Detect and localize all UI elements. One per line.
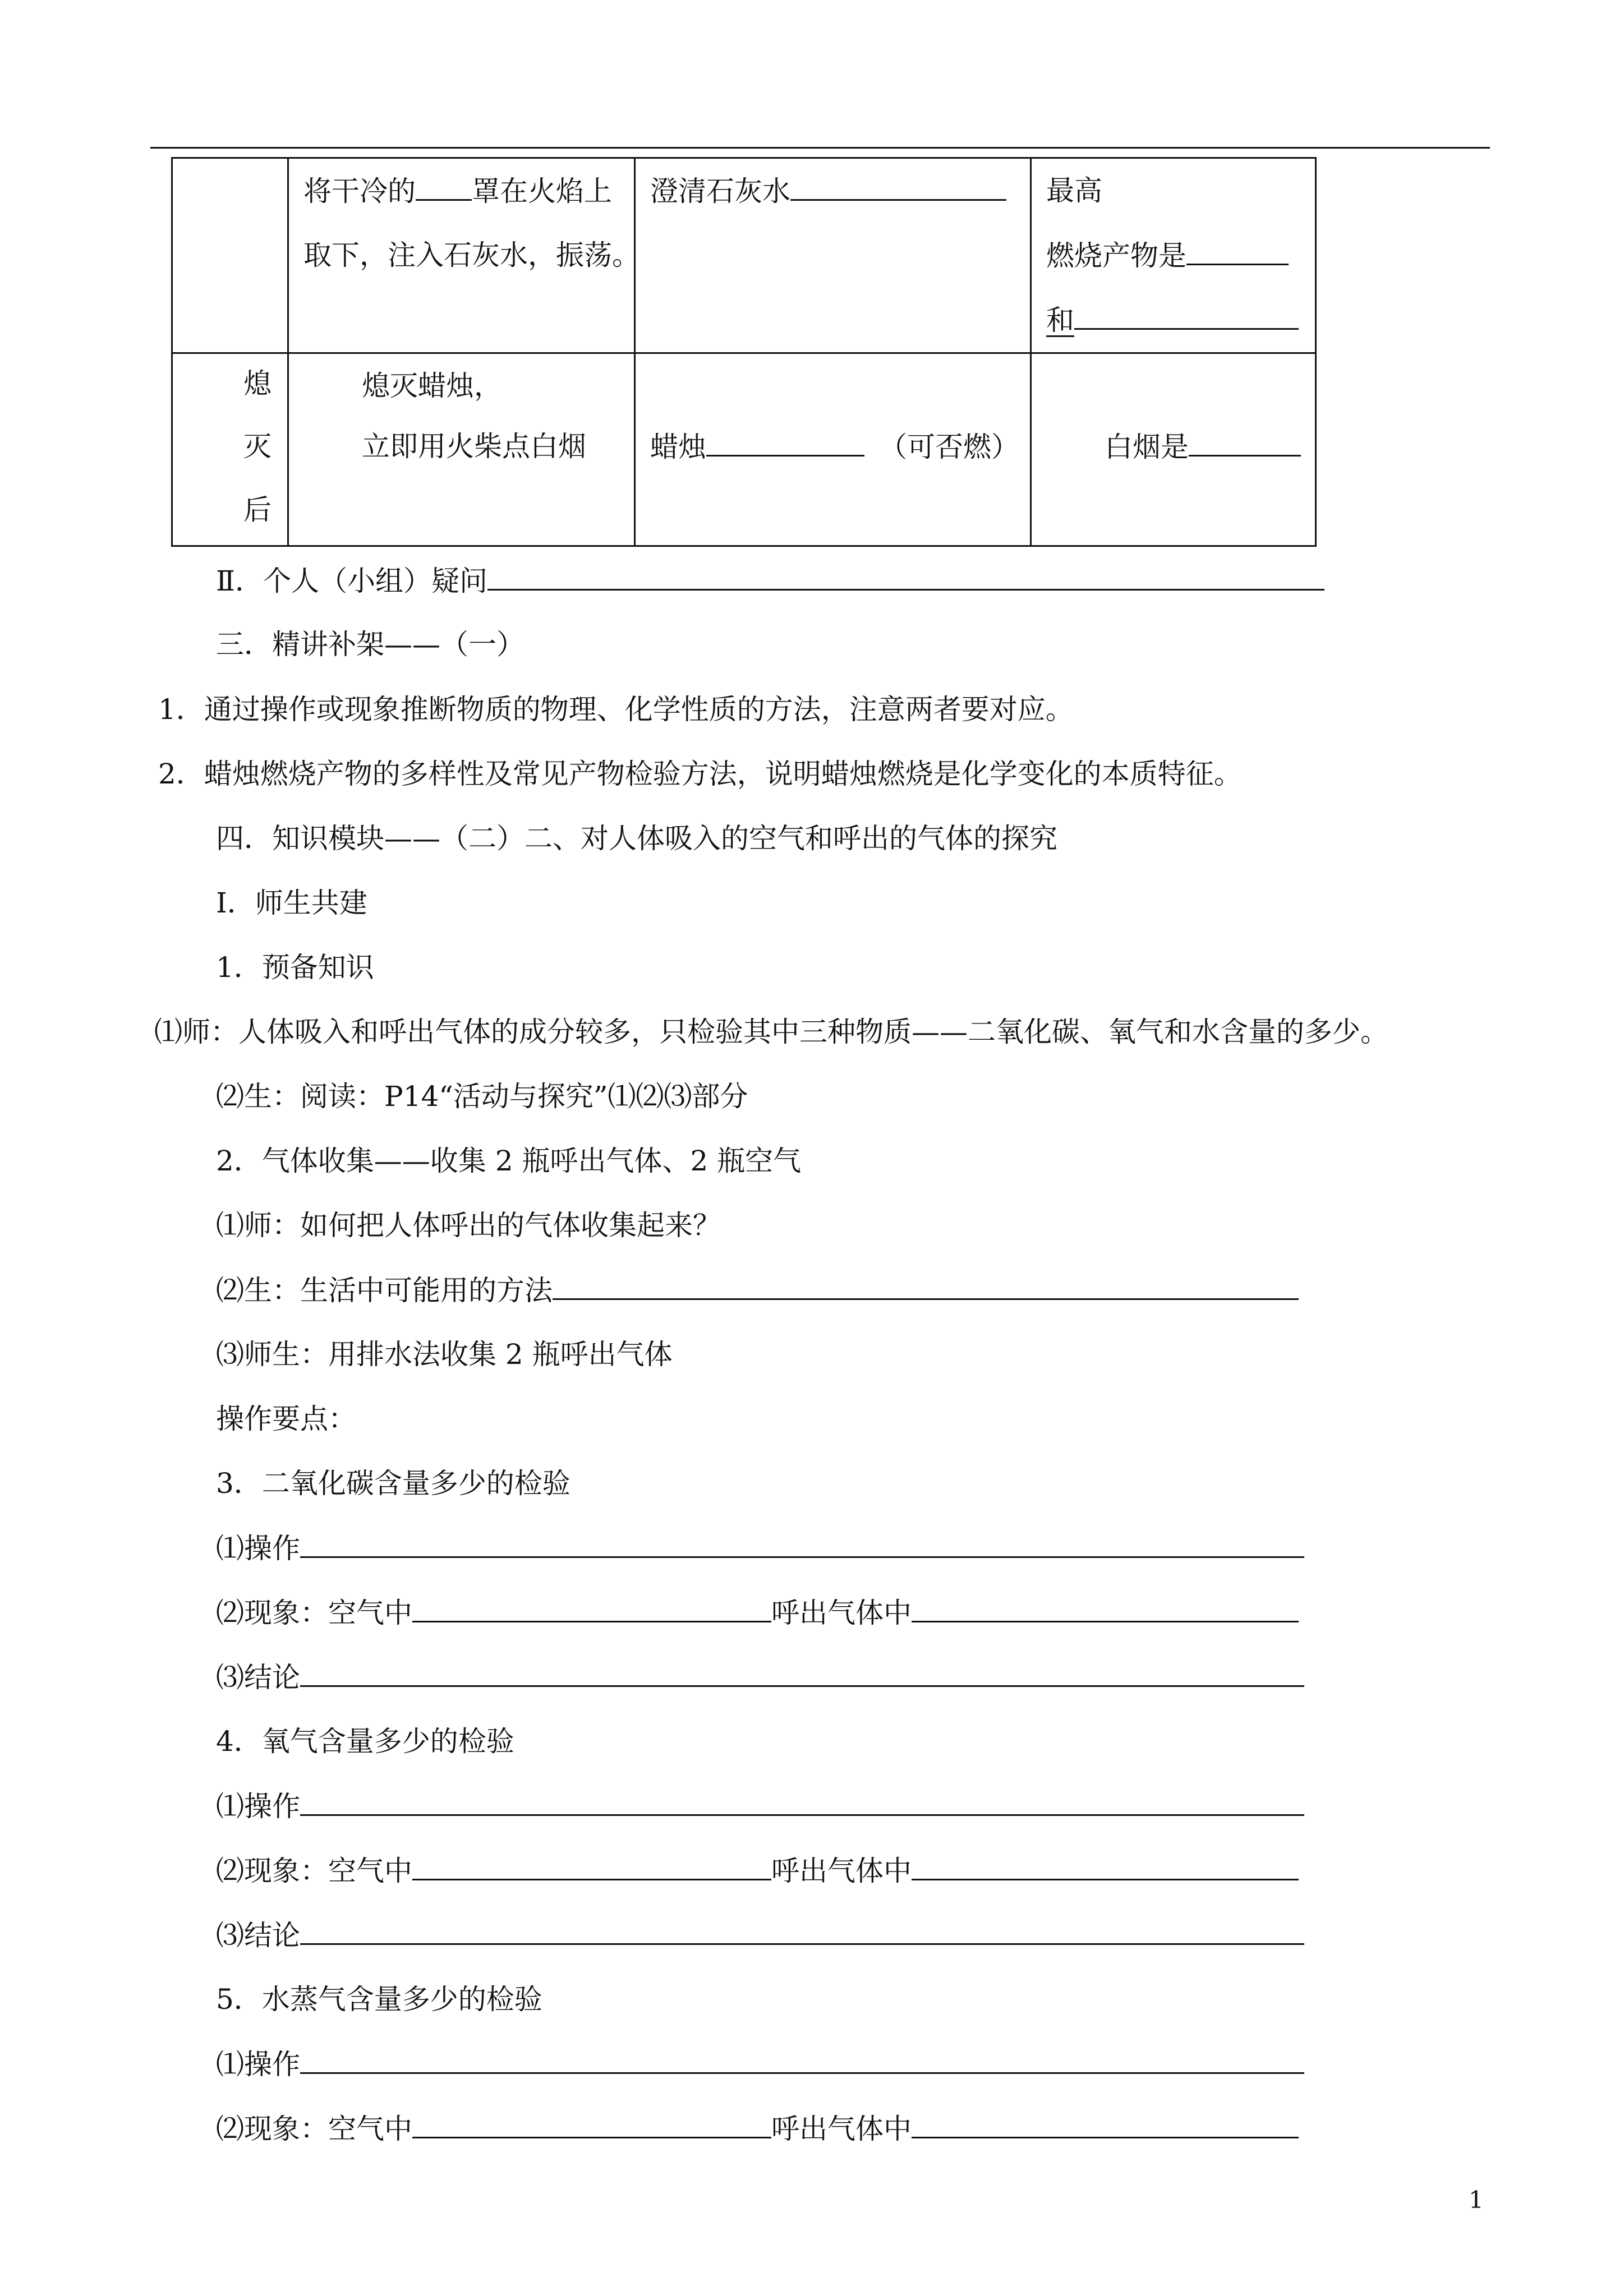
operation-label: ⑴操作 — [216, 1532, 300, 1565]
fill-blank — [300, 1663, 1304, 1687]
fill-blank — [487, 566, 1324, 591]
conclusion-text: 燃烧产物是 — [1046, 239, 1186, 272]
fill-blank — [412, 2114, 771, 2138]
conclusion-text: 最高 — [1046, 174, 1102, 207]
fill-blank — [1074, 306, 1299, 330]
fill-blank — [412, 1856, 771, 1880]
section-heading: 三．精讲补架——（一） — [216, 628, 525, 661]
operation-cell — [288, 353, 635, 546]
stage-char: 熄 — [243, 367, 272, 400]
fill-blank — [300, 1534, 1304, 1558]
subsection-heading: 4．氧气含量多少的检验 — [216, 1725, 514, 1758]
page-number: 1 — [1469, 2186, 1484, 2214]
subsection-heading: 3．二氧化碳含量多少的检验 — [216, 1467, 571, 1500]
stage-char: 灭 — [243, 430, 272, 463]
phenomenon-cell — [635, 353, 1031, 546]
operation-label: ⑴操作 — [216, 1790, 300, 1823]
subsection-heading: 5．水蒸气含量多少的检验 — [216, 1983, 542, 2016]
fill-blank — [300, 2050, 1304, 2074]
table-row — [172, 353, 1316, 546]
fill-blank — [706, 432, 864, 457]
stage-cell — [172, 158, 288, 353]
exhaled-label: 呼出气体中 — [771, 1597, 912, 1629]
table-row — [172, 158, 1316, 353]
section-heading: 四．知识模块——（二）二、对人体吸入的空气和呼出的气体的探究 — [216, 822, 1057, 855]
phenomenon-label: ⑵现象：空气中 — [216, 1597, 412, 1629]
fill-blank — [300, 1921, 1304, 1945]
exhaled-label: 呼出气体中 — [771, 1855, 912, 1887]
operation-text: 熄灭蜡烛， — [362, 370, 502, 402]
operation-text: 将干冷的 — [303, 175, 416, 208]
teacher-line: ⑴师：人体吸入和呼出气体的成分较多，只检验其中三种物质——二氧化碳、氧气和水含量的多少。 — [154, 1016, 1388, 1048]
phenomenon-cell — [635, 158, 1031, 353]
fill-blank — [553, 1276, 1299, 1300]
fill-blank — [412, 1598, 771, 1622]
fill-blank — [912, 2114, 1299, 2138]
fill-blank — [912, 1598, 1299, 1622]
teacher-line: ⑴师：如何把人体呼出的气体收集起来？ — [216, 1209, 721, 1242]
fill-blank — [300, 1792, 1304, 1816]
subsection-heading: Ⅰ．师生共建 — [216, 887, 367, 919]
header-rule — [150, 147, 1490, 149]
fill-blank — [1189, 432, 1301, 457]
teacher-line: ⑶师生：用排水法收集 2 瓶呼出气体 — [216, 1338, 673, 1371]
conclusion-label: ⑶结论 — [216, 1919, 300, 1952]
phenomenon-text: 澄清石灰水 — [650, 175, 790, 208]
conclusion-cell — [1031, 158, 1316, 353]
fill-blank — [790, 177, 1006, 201]
experiment-table — [171, 157, 1317, 547]
keypoints-label: 操作要点： — [216, 1403, 356, 1435]
subsection-heading: 1．预备知识 — [216, 951, 374, 984]
stage-cell — [172, 353, 288, 546]
exhaled-label: 呼出气体中 — [771, 2113, 912, 2145]
operation-text: 取下，注入石灰水，振荡。 — [303, 239, 640, 271]
operation-text: 立即用火柴点白烟 — [362, 430, 586, 463]
phenomenon-text: 蜡烛 — [650, 431, 706, 463]
operation-cell — [288, 158, 640, 353]
operation-text: 罩在火焰上 — [472, 175, 612, 208]
key-point: 1．通过操作或现象推断物质的物理、化学性质的方法，注意两者要对应。 — [158, 693, 1074, 726]
conclusion-text: 白烟是 — [1105, 431, 1189, 463]
fill-blank — [416, 177, 472, 201]
conclusion-label: ⑶结论 — [216, 1661, 300, 1694]
fill-blank — [1186, 241, 1289, 265]
question-line: Ⅱ．个人（小组）疑问 — [216, 565, 487, 597]
student-line: ⑵生：生活中可能用的方法 — [216, 1274, 553, 1307]
stage-char: 后 — [243, 494, 272, 526]
phenomenon-label: ⑵现象：空气中 — [216, 1855, 412, 1887]
student-line: ⑵生：阅读：P14“活动与探究”⑴⑵⑶部分 — [216, 1080, 748, 1113]
conclusion-text: 和 — [1046, 304, 1074, 336]
subsection-heading: 2．气体收集——收集 2 瓶呼出气体、2 瓶空气 — [216, 1145, 802, 1177]
fill-blank — [912, 1856, 1299, 1880]
key-point: 2．蜡烛燃烧产物的多样性及常见产物检验方法，说明蜡烛燃烧是化学变化的本质特征。 — [158, 758, 1242, 790]
phenomenon-label: ⑵现象：空气中 — [216, 2113, 412, 2145]
phenomenon-text: （可否燃） — [879, 431, 1019, 463]
operation-label: ⑴操作 — [216, 2048, 300, 2081]
conclusion-cell — [1031, 353, 1316, 546]
